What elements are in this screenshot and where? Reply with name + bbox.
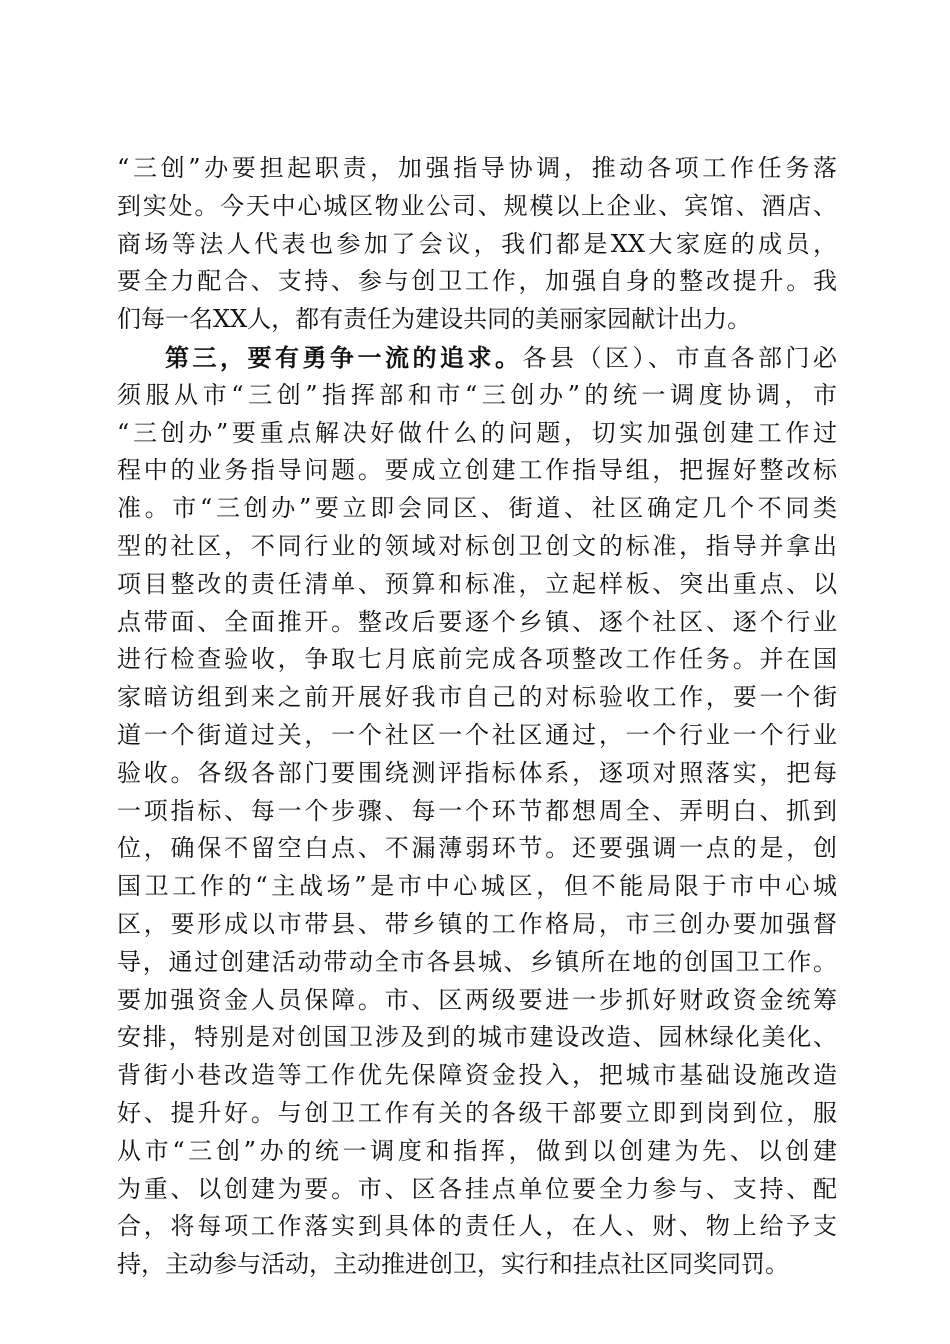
text-line: 为重、以创建为要。市、区各挂点单位要全力参与、支持、配 <box>117 1174 837 1203</box>
paragraph-heading: 第三，要有勇争一流的追求。 <box>165 342 523 372</box>
text-line: 要全力配合、支持、参与创卫工作，加强自身的整改提升。我 <box>117 267 837 296</box>
text-line: 们每一名XX人，都有责任为建设共同的美丽家园献计出力。 <box>117 305 752 334</box>
text-line: 须服从市“三创”指挥部和市“三创办”的统一调度协调，市 <box>117 380 837 409</box>
text-line: 家暗访组到来之前开展好我市自己的对标验收工作，要一个街 <box>117 683 837 712</box>
text-line: 验收。各级各部门要围绕测评指标体系，逐项对照落实，把每 <box>117 758 837 787</box>
text-line: 道一个街道过关，一个社区一个社区通过，一个行业一个行业 <box>117 720 837 749</box>
paragraph-2 <box>117 339 837 1284</box>
text-line: 从市“三创”办的统一调度和指挥，做到以创建为先、以创建 <box>117 1136 837 1165</box>
text-line: 要加强资金人员保障。市、区两级要进一步抓好财政资金统筹 <box>117 985 837 1014</box>
text-line: 背街小巷改造等工作优先保障资金投入，把城市基础设施改造 <box>117 1061 837 1090</box>
text-line: 持，主动参与活动，主动推进创卫，实行和挂点社区同奖同罚。 <box>117 1250 789 1279</box>
text-line: 程中的业务指导问题。要成立创建工作指导组，把握好整改标 <box>117 456 837 485</box>
document-body <box>117 150 837 1284</box>
paragraph-1 <box>117 150 837 339</box>
text-line: 商场等法人代表也参加了会议，我们都是XX大家庭的成员， <box>117 229 837 258</box>
text-line: 区，要形成以市带县、带乡镇的工作格局，市三创办要加强督 <box>117 909 837 938</box>
text-line: 准。市“三创办”要立即会同区、街道、社区确定几个不同类 <box>117 494 837 523</box>
text-line: 型的社区，不同行业的领域对标创卫创文的标准，指导并拿出 <box>117 531 837 560</box>
text-line: 一项指标、每一个步骤、每一个环节都想周全、弄明白、抓到 <box>117 796 837 825</box>
text-line: “三创办”要重点解决好做什么的问题，切实加强创建工作过 <box>117 418 837 447</box>
text-line: 国卫工作的“主战场”是市中心城区，但不能局限于市中心城 <box>117 872 837 901</box>
text-line: 进行检查验收，争取七月底前完成各项整改工作任务。并在国 <box>117 645 837 674</box>
text-line: “三创”办要担起职责，加强指导协调，推动各项工作任务落 <box>117 154 837 182</box>
text-line: 导，通过创建活动带动全市各县城、乡镇所在地的创国卫工作。 <box>117 947 837 976</box>
text-line: 好、提升好。与创卫工作有关的各级干部要立即到岗到位，服 <box>117 1098 837 1127</box>
text-line: 合，将每项工作落实到具体的责任人，在人、财、物上给予支 <box>117 1212 837 1241</box>
text-line: 安排，特别是对创国卫涉及到的城市建设改造、园林绿化美化、 <box>117 1023 837 1052</box>
text-line: 点带面、全面推开。整改后要逐个乡镇、逐个社区、逐个行业 <box>117 607 837 636</box>
heading-line-rest: 各县（区）、市直各部门必 <box>522 343 837 372</box>
text-line: 位，确保不留空白点、不漏薄弱环节。还要强调一点的是，创 <box>117 834 837 863</box>
text-line: 到实处。今天中心城区物业公司、规模以上企业、宾馆、酒店、 <box>117 191 837 220</box>
text-line: 项目整改的责任清单、预算和标准，立起样板、突出重点、以 <box>117 569 837 598</box>
text-line-first <box>117 339 837 377</box>
